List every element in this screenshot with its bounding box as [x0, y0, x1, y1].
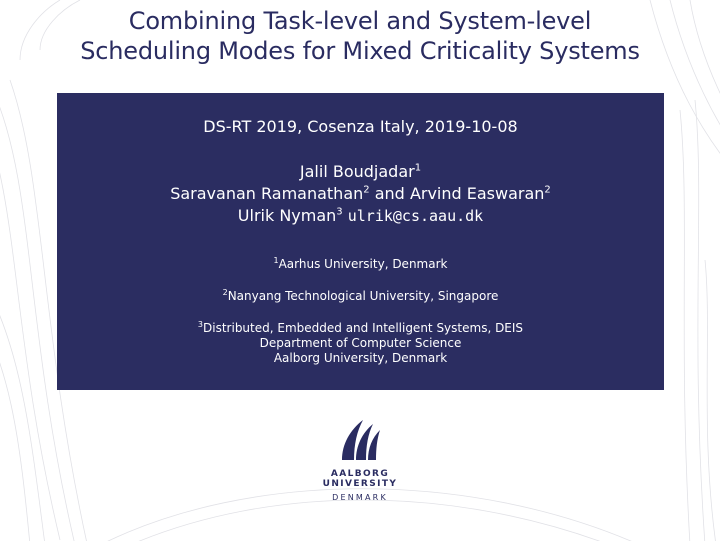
author-line-2: [57, 183, 664, 205]
affiliation-mark: 3: [197, 320, 204, 329]
aau-wave-logo-icon: [336, 416, 384, 466]
author-nyman: Ulrik Nyman: [237, 206, 337, 225]
slide-title: [0, 6, 720, 66]
title-info-panel: [57, 93, 664, 390]
university-name: AALBORG UNIVERSITY: [322, 469, 398, 489]
affiliation-mark: 1: [273, 256, 279, 265]
conference-line: DS-RT 2019, Cosenza Italy, 2019-10-08: [203, 117, 518, 136]
affiliation-mark: 1: [414, 162, 422, 174]
affiliation-3-line-1: [57, 321, 664, 336]
aau-logo: [294, 416, 426, 516]
slide-title-line-1: Combining Task-level and System-level: [128, 7, 592, 35]
affiliation-2: [57, 289, 664, 304]
affiliation-mark: 2: [363, 184, 370, 196]
affiliation-mark: 2: [544, 184, 551, 196]
author-ramanathan: Saravanan Ramanathan: [170, 184, 364, 203]
affiliation-mark: 2: [222, 288, 228, 297]
author-boudjadar: Jalil Boudjadar: [299, 162, 415, 181]
affiliation-text: Aarhus University, Denmark: [278, 257, 448, 271]
affiliation-mark: 3: [336, 206, 343, 218]
and-word: and: [374, 184, 405, 203]
affiliation-3-line-2: Department of Computer Science: [259, 336, 462, 350]
slide-title-line-2: Scheduling Modes for Mixed Criticality Systems: [80, 37, 640, 65]
affiliation-1: [57, 257, 664, 272]
university-country: DENMARK: [332, 493, 388, 502]
author-line-3: [57, 205, 664, 227]
affiliation-text: Distributed, Embedded and Intelligent Systems, DEIS: [203, 321, 524, 335]
affiliation-3-line-3: Aalborg University, Denmark: [273, 351, 448, 365]
authors-block: [57, 161, 664, 227]
author-email: ulrik@cs.aau.dk: [347, 207, 484, 225]
author-easwaran: Arvind Easwaran: [409, 184, 545, 203]
affiliation-text: Nanyang Technological University, Singapore: [227, 289, 499, 303]
author-line-1: [57, 161, 664, 183]
affiliation-3: [57, 321, 664, 366]
